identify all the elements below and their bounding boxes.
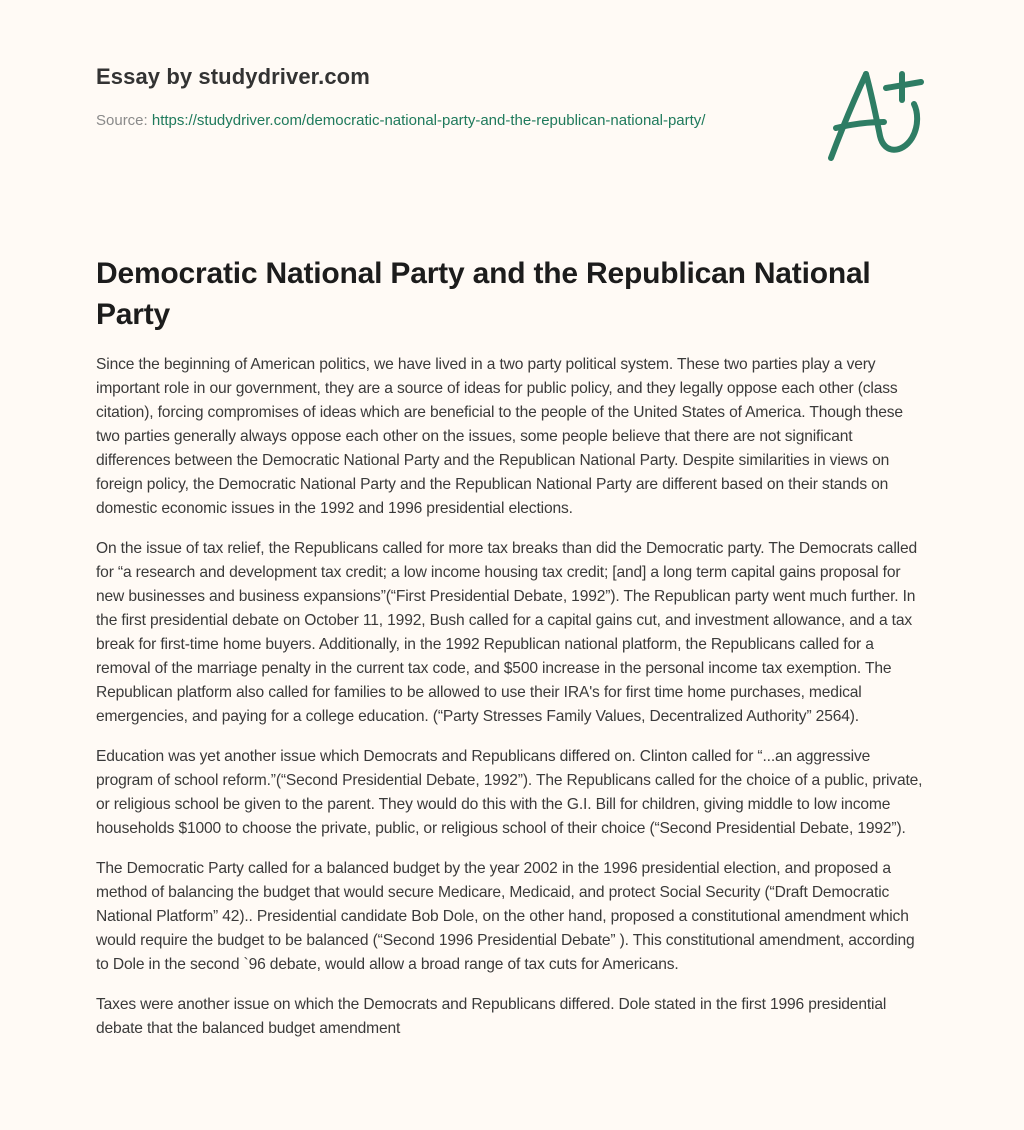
site-title: Essay by studydriver.com (96, 64, 370, 89)
source-line (96, 109, 756, 132)
essay-paragraph: Since the beginning of American politics, we have lived in a two party political system. These two parties play a very important role in our government, they are a source of ideas for public policy, and they legally oppose each other (class citation), forcing compromises of ideas which are beneficial to the people of the United States of America. Though these two parties generally always oppose each other on the issues, some people believe that there are not significant differences between the Democratic National Party and the Republican National Party. Despite similarities in views on foreign policy, the Democratic National Party and the Republican National Party are different based on their stands on domestic economic issues in the 1992 and 1996 presidential elections. (96, 356, 903, 517)
a-plus-grade-icon (822, 66, 932, 166)
essay-paragraph: Taxes were another issue on which the Democrats and Republicans differed. Dole stated in the first 1996 presidential debate that the balanced budget amendment (96, 996, 887, 1037)
essay-article (96, 253, 930, 1057)
essay-paragraph: On the issue of tax relief, the Republicans called for more tax breaks than did the Democratic party. The Democrats called for “a research and development tax credit; a low income housing tax credit; [and] a long term capital gains proposal for new businesses and business expansions”(“First Presidential Debate, 1992”). The Republican party went much further. In the first presidential debate on October 11, 1992, Bush called for a capital gains cut, and investment allowance, and a tax break for first-time home buyers. Additionally, in the 1992 Republican national platform, the Republicans called for a removal of the marriage penalty in the current tax code, and $500 increase in the personal income tax exemption. The Republican platform also called for families to be allowed to use their IRA's for first time home purchases, medical emergencies, and paying for a college education. (“Party Stresses Family Values, Decentralized Authority” 2564). (96, 540, 917, 725)
essay-title: Democratic National Party and the Republican National Party (96, 257, 871, 331)
essay-paragraph: Education was yet another issue which Democrats and Republicans differed on. Clinton called for “...an aggressive program of school reform.”(“Second Presidential Debate, 1992”). The Republicans called for the choice of a public, private, or religious school be given to the parent. They would do this with the G.I. Bill for children, giving middle to low income households $1000 to choose the private, public, or religious school of their choice (“Second Presidential Debate, 1992”). (96, 748, 923, 837)
page-header (96, 62, 776, 132)
source-link[interactable]: https://studydriver.com/democratic-national-party-and-the-republican-national-party/ (151, 112, 706, 129)
source-label: Source: (96, 112, 152, 129)
essay-paragraph: The Democratic Party called for a balanced budget by the year 2002 in the 1996 presidential election, and proposed a method of balancing the budget that would secure Medicare, Medicaid, and protect Social Security (“Draft Democratic National Platform” 42).. Presidential candidate Bob Dole, on the other hand, proposed a constitutional amendment which would require the budget to be balanced (“Second 1996 Presidential Debate” ). This constitutional amendment, according to Dole in the second `96 debate, would allow a broad range of tax cuts for Americans. (96, 860, 915, 973)
